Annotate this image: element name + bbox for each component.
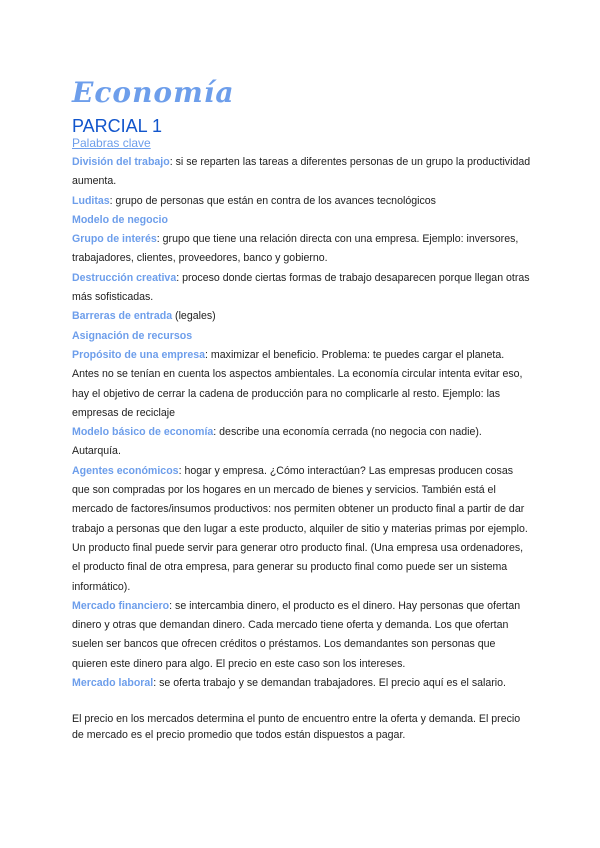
entry-text: : se intercambia dinero, el producto es el dinero. Hay personas que ofertan dinero y otras que demandan dinero. Cada mercado tiene oferta y demanda. Los que ofertan suelen ser bancos que ofrecen créditos o préstamos. Los demandantes son personas que quieren este dinero para algo. El precio en este caso son los intereses. [72,599,521,670]
entry-term: Modelo básico de economía [72,426,214,439]
entry-luditas [72,192,532,211]
entry-text: : si se reparten las tareas a diferentes personas de un grupo la productividad aumenta. [72,156,531,188]
entry-text: (legales) [172,310,216,323]
entry-term: Modelo de negocio [72,213,168,226]
section-label: Palabras clave [72,136,151,150]
entry-term: Propósito de una empresa [72,348,206,361]
entry-term: Grupo de interés [72,233,157,246]
entry-term: División del trabajo [72,156,170,168]
closing-paragraph: El precio en los mercados determina el punto de encuentro entre la oferta y demanda. El precio de mercado es el precio promedio que todos están dispuestos a pagar. [72,713,521,741]
entry-division-del-trabajo [72,153,532,192]
entry-proposito-de-una-empresa [72,346,532,423]
document-subtitle: PARCIAL 1 [72,116,163,136]
entry-term: Barreras de entrada [72,310,173,323]
entry-term: Mercado laboral [72,677,154,690]
entry-mercado-financiero [72,597,532,674]
entry-text: : hogar y empresa. ¿Cómo interactúan? Las empresas producen cosas que son compradas por los hogares en un mercado de bienes y servicios. También está el mercado de factores/insumos productivos: nos permiten obtener un producto final a partir de dar trabajo a personas que den lugar a este producto, alquiler de sitio y materias primas por ejemplo. Un producto final puede servir para generar otro producto final. (Una empresa usa ordenadores, el producto final de otra empresa, para generar su producto final como puede ser un sistema informático). [72,464,528,593]
entry-term: Destrucción creativa [72,271,177,284]
entry-text: : describe una economía cerrada (no negocia con nadie). Autarquía. [72,426,482,458]
entry-text: : maximizar el beneficio. Problema: te puedes cargar el planeta. Antes no se tenían en cuenta los aspectos ambientales. La economía circular intenta evitar eso, hay el objetivo de cerrar la cadena de producción para no complicarle al resto. Ejemplo: las empresas de reciclaje [72,348,523,419]
entry-text: : se oferta trabajo y se demandan trabajadores. El precio aquí es el salario. [153,677,506,690]
entry-destruccion-creativa [72,269,532,308]
entry-term: Agentes económicos [72,464,179,477]
entry-grupo-de-interes [72,230,532,269]
term-list [72,153,532,693]
entry-mercado-laboral [72,674,532,693]
entry-asignacion-de-recursos [72,327,532,346]
entry-text: : grupo de personas que están en contra de los avances tecnológicos [109,194,436,207]
entry-term: Luditas [72,194,110,207]
entry-term: Asignación de recursos [72,329,193,342]
entry-agentes-economicos [72,462,532,597]
entry-term: Mercado financiero [72,599,170,612]
document-title: Economía [72,76,235,109]
entry-barreras-de-entrada [72,307,532,326]
entry-modelo-basico-de-economia [72,423,532,462]
entry-text: : proceso donde ciertas formas de trabajo desaparecen porque llegan otras más sofisticadas. [72,271,530,304]
document-page [72,76,532,743]
entry-text: : grupo que tiene una relación directa con una empresa. Ejemplo: inversores, trabajadores, clientes, proveedores, banco y gobierno. [72,233,519,265]
entry-modelo-de-negocio [72,211,532,230]
